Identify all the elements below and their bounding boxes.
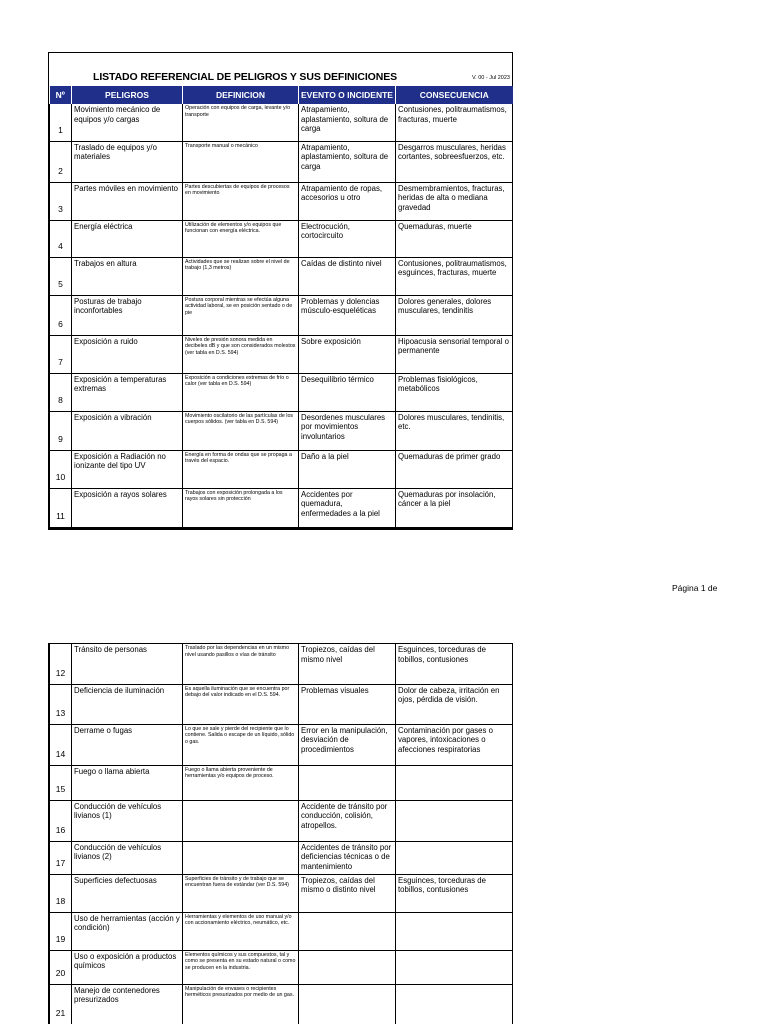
table-row (50, 295, 513, 335)
definition-cell: Es aquella iluminación que se encuentra por debajo del valor indicado en el D.S. 594. (183, 684, 299, 724)
event-cell: Caídas de distinto nivel (299, 257, 396, 295)
table-row (50, 104, 513, 141)
title-bar (49, 53, 512, 86)
document-title: LISTADO REFERENCIAL DE PELIGROS Y SUS DEFINICIONES (93, 71, 398, 83)
hazard-table (49, 86, 513, 528)
definition-cell: Partes descubiertas de equipos de procesos en movimiento (183, 182, 299, 220)
hazard-cell: Superficies defectuosas (72, 874, 183, 912)
consequence-cell: Contusiones, politraumatismos, fracturas, muerte (396, 104, 513, 141)
hazard-cell: Partes móviles en movimiento (72, 182, 183, 220)
header-peligros: PELIGROS (72, 86, 183, 104)
table-header-row (50, 86, 513, 104)
definition-cell: Exposición a condiciones extremas de frío o calor (ver tabla en D.S. 594) (183, 373, 299, 411)
consequence-cell (396, 765, 513, 800)
definition-cell: Trabajos con exposición prolongada a los rayos solares sin protección (183, 488, 299, 527)
hazard-cell: Exposición a Radiación no ionizante del tipo UV (72, 450, 183, 488)
hazard-cell: Conducción de vehículos livianos (1) (72, 800, 183, 841)
consequence-cell (396, 912, 513, 950)
definition-cell: Energía en forma de ondas que se propaga a través del espacio. (183, 450, 299, 488)
event-cell: Problemas visuales (299, 684, 396, 724)
hazard-cell: Traslado de equipos y/o materiales (72, 141, 183, 182)
consequence-cell: Hipoacusia sensorial temporal o permanente (396, 335, 513, 373)
consequence-cell: Desgarros musculares, heridas cortantes, sobreesfuerzos, etc. (396, 141, 513, 182)
event-cell (299, 912, 396, 950)
consequence-cell: Quemaduras por insolación, cáncer a la piel (396, 488, 513, 527)
row-number: 15 (50, 765, 72, 800)
table-row (50, 841, 513, 874)
hazard-table-continued (49, 644, 513, 1024)
consequence-cell (396, 984, 513, 1024)
table-row (50, 220, 513, 257)
event-cell: Desordenes musculares por movimientos involuntarios (299, 411, 396, 450)
row-number: 1 (50, 104, 72, 141)
hazard-cell: Trabajos en altura (72, 257, 183, 295)
hazard-cell: Exposición a vibración (72, 411, 183, 450)
row-number: 17 (50, 841, 72, 874)
hazard-cell: Exposición a ruido (72, 335, 183, 373)
header-consecuencia: CONSECUENCIA (396, 86, 513, 104)
definition-cell: Postura corporal mientras se efectúa alguna actividad laboral, se en posición sentado o de pie (183, 295, 299, 335)
consequence-cell (396, 841, 513, 874)
table-row (50, 450, 513, 488)
definition-cell: Lo que se sale y pierde del recipiente que lo contiene. Salida o escape de un líquido, sólido o gas. (183, 724, 299, 765)
header-evento: EVENTO O INCIDENTE (299, 86, 396, 104)
event-cell: Problemas y dolencias músculo-esqueléticas (299, 295, 396, 335)
table-row (50, 488, 513, 527)
consequence-cell (396, 800, 513, 841)
row-number: 13 (50, 684, 72, 724)
row-number: 10 (50, 450, 72, 488)
row-number: 8 (50, 373, 72, 411)
consequence-cell: Quemaduras de primer grado (396, 450, 513, 488)
consequence-cell: Dolor de cabeza, irritación en ojos, pérdida de visión. (396, 684, 513, 724)
consequence-cell: Problemas fisiológicos, metabólicos (396, 373, 513, 411)
event-cell: Atrapamiento, aplastamiento, soltura de carga (299, 104, 396, 141)
table-row (50, 765, 513, 800)
event-cell: Electrocución, cortocircuito (299, 220, 396, 257)
row-number: 18 (50, 874, 72, 912)
consequence-cell: Esguinces, torceduras de tobillos, contusiones (396, 644, 513, 684)
hazard-cell: Conducción de vehículos livianos (2) (72, 841, 183, 874)
table-row (50, 800, 513, 841)
consequence-cell (396, 950, 513, 984)
row-number: 9 (50, 411, 72, 450)
event-cell (299, 765, 396, 800)
row-number: 20 (50, 950, 72, 984)
consequence-cell: Quemaduras, muerte (396, 220, 513, 257)
table-row (50, 335, 513, 373)
definition-cell: Actividades que se realizan sobre el nivel de trabajo (1,3 metros) (183, 257, 299, 295)
definition-cell (183, 841, 299, 874)
table-row (50, 257, 513, 295)
table-body (50, 104, 513, 527)
row-number: 5 (50, 257, 72, 295)
row-number: 19 (50, 912, 72, 950)
definition-cell: Traslado por las dependencias en un mismo nivel usando pasillos o vías de tránsito (183, 644, 299, 684)
table-row (50, 373, 513, 411)
definition-cell: Niveles de presión sonora medida en decibeles dB y que son considerados molestos (ver tabla en D.S. 594) (183, 335, 299, 373)
event-cell: Desequilibrio térmico (299, 373, 396, 411)
event-cell: Accidentes de tránsito por deficiencias técnicas o de mantenimiento (299, 841, 396, 874)
hazard-cell: Manejo de contenedores presurizados (72, 984, 183, 1024)
definition-cell: Operación con equipos de carga, levante y/o transporte (183, 104, 299, 141)
definition-cell: Fuego o llama abierta proveniente de herramientas y/o equipos de proceso. (183, 765, 299, 800)
row-number: 21 (50, 984, 72, 1024)
table-row (50, 684, 513, 724)
definition-cell: Utilización de elementos y/o equipos que funcionan con energía eléctrica. (183, 220, 299, 257)
event-cell: Tropiezos, caídas del mismo nivel (299, 644, 396, 684)
consequence-cell: Esguinces, torceduras de tobillos, contusiones (396, 874, 513, 912)
hazard-table-page-2 (48, 643, 513, 1024)
hazard-cell: Movimiento mecánico de equipos y/o cargas (72, 104, 183, 141)
hazard-cell: Posturas de trabajo inconfortables (72, 295, 183, 335)
row-number: 14 (50, 724, 72, 765)
event-cell: Tropiezos, caídas del mismo o distinto nivel (299, 874, 396, 912)
event-cell: Error en la manipulación, desviación de procedimientos (299, 724, 396, 765)
consequence-cell: Desmembramientos, fracturas, heridas de alta o mediana gravedad (396, 182, 513, 220)
definition-cell: Superficies de tránsito y de trabajo que se encuentran fuera de estándar (ver D.S. 594) (183, 874, 299, 912)
consequence-cell: Contusiones, politraumatismos, esguinces, fracturas, muerte (396, 257, 513, 295)
hazard-cell: Exposición a temperaturas extremas (72, 373, 183, 411)
table-row (50, 141, 513, 182)
event-cell: Accidente de tránsito por conducción, colisión, atropellos. (299, 800, 396, 841)
event-cell: Atrapamiento de ropas, accesorios u otro (299, 182, 396, 220)
consequence-cell: Dolores generales, dolores musculares, tendinitis (396, 295, 513, 335)
hazard-cell: Deficiencia de iluminación (72, 684, 183, 724)
hazard-cell: Derrame o fugas (72, 724, 183, 765)
definition-cell: Movimiento oscilatorio de las partículas de los cuerpos sólidos. (ver tabla en D.S. 594) (183, 411, 299, 450)
table-row (50, 644, 513, 684)
event-cell: Accidentes por quemadura, enfermedades a la piel (299, 488, 396, 527)
definition-cell: Herramientas y elementos de uso manual y/o con accionamiento eléctrico, neumático, etc. (183, 912, 299, 950)
row-number: 16 (50, 800, 72, 841)
definition-cell: Transporte manual o mecánico (183, 141, 299, 182)
definition-cell: Elementos químicos y sus compuestos, tal y como se presenta en su estado natural o como se producen en la industria. (183, 950, 299, 984)
event-cell: Daño a la piel (299, 450, 396, 488)
header-number: Nº (50, 86, 72, 104)
event-cell: Sobre exposición (299, 335, 396, 373)
hazard-cell: Uso o exposición a productos químicos (72, 950, 183, 984)
definition-cell: Manipulación de envases o recipientes herméticos presurizados por medio de un gas. (183, 984, 299, 1024)
hazard-cell: Fuego o llama abierta (72, 765, 183, 800)
hazard-table-page-1 (48, 52, 513, 530)
table-row (50, 182, 513, 220)
hazard-cell: Energía eléctrica (72, 220, 183, 257)
hazard-cell: Uso de herramientas (acción y condición) (72, 912, 183, 950)
row-number: 3 (50, 182, 72, 220)
event-cell: Atrapamiento, aplastamiento, soltura de carga (299, 141, 396, 182)
event-cell (299, 984, 396, 1024)
table-row (50, 950, 513, 984)
table-row (50, 724, 513, 765)
consequence-cell: Dolores musculares, tendinitis, etc. (396, 411, 513, 450)
event-cell (299, 950, 396, 984)
row-number: 4 (50, 220, 72, 257)
hazard-cell: Tránsito de personas (72, 644, 183, 684)
row-number: 7 (50, 335, 72, 373)
consequence-cell: Contaminación por gases o vapores, intoxicaciones o afecciones respiratorias (396, 724, 513, 765)
hazard-cell: Exposición a rayos solares (72, 488, 183, 527)
row-number: 12 (50, 644, 72, 684)
table-row (50, 411, 513, 450)
row-number: 2 (50, 141, 72, 182)
definition-cell (183, 800, 299, 841)
page-footer: Página 1 de (672, 583, 718, 593)
table-row (50, 912, 513, 950)
table-row (50, 984, 513, 1024)
table-row (50, 874, 513, 912)
row-number: 6 (50, 295, 72, 335)
version-label: V. 00 - Jul 2023 (471, 75, 510, 81)
row-number: 11 (50, 488, 72, 527)
header-definicion: DEFINICION (183, 86, 299, 104)
table-body (50, 644, 513, 1024)
